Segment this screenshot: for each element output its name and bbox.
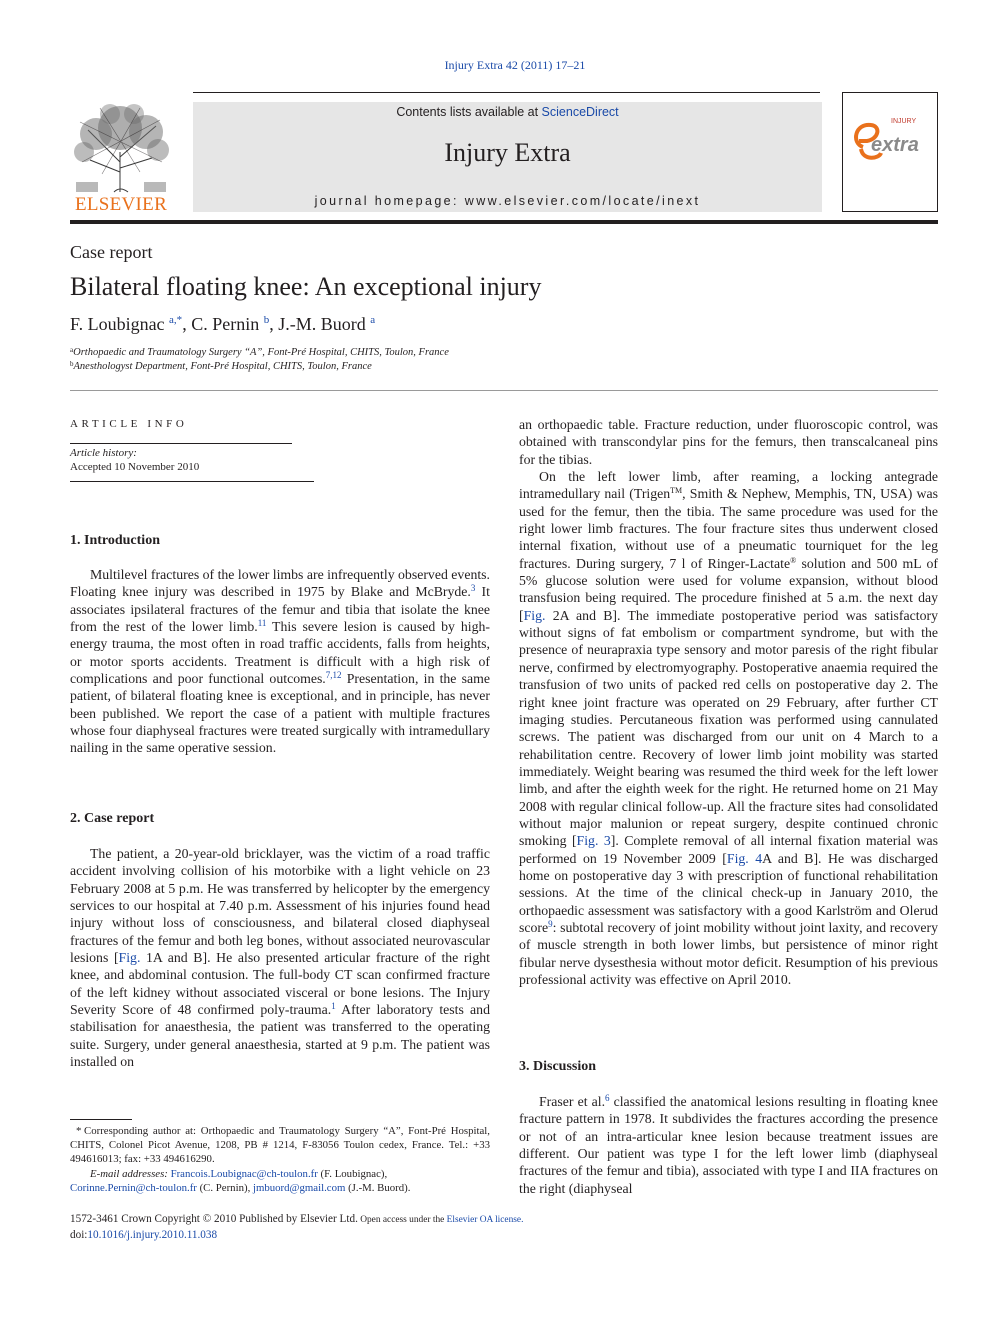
figure-link[interactable]: Fig. 3	[576, 833, 611, 849]
journal-cover-logo	[842, 92, 938, 212]
author-name: F. Loubignac	[70, 314, 165, 334]
journal-masthead	[193, 102, 822, 212]
body-text: It associates ipsilateral fractures of the femur and tibia that isolate the knee from the rest of the lower limb.	[70, 584, 490, 635]
body-text: an orthopaedic table. Fracture reduction, under fluoroscopic control, was obtained with transcondylar pins for the femurs, then transcalcaneal pins for the tibias.	[519, 417, 938, 467]
tree-icon	[70, 102, 172, 194]
article-info-heading: ARTICLE INFO	[70, 418, 188, 430]
right-column-text	[519, 416, 938, 988]
article-title: Bilateral floating knee: An exceptional injury	[70, 272, 542, 301]
affiliation-label: b	[70, 360, 74, 368]
footnote-marker: *	[76, 1125, 82, 1137]
cover-logo-small-text: INJURY	[891, 118, 917, 125]
open-access-text: Open access under the	[357, 1215, 447, 1225]
affiliation-text: Anesthologyst Department, Font-Pré Hospital, CHITS, Toulon, France	[73, 361, 372, 372]
email-link[interactable]: jmbuord@gmail.com	[252, 1181, 346, 1194]
body-text: This severe lesion is caused by high-energy trauma, the most often in road traffic accidents, falls from heights, or motor sports accidents. Treatment is difficult with a high risk of complications and poor functional outcomes.	[70, 619, 490, 687]
email-owner: (F. Loubignac),	[317, 1167, 388, 1180]
contents-line	[193, 105, 822, 119]
body-text: solution and 500 mL of 5% glucose solution were used for volume expansion, without blood transfusion being required. The procedure finished at 5 a.m. the next day [	[519, 555, 938, 623]
journal-homepage[interactable]: journal homepage: www.elsevier.com/locate/inext	[314, 194, 701, 208]
header-rule	[193, 92, 820, 93]
figure-link[interactable]: Fig. 4	[726, 850, 763, 866]
reference-link[interactable]: 6	[605, 1093, 610, 1103]
author-name: J.-M. Buord	[278, 314, 366, 334]
body-text: Fraser et al.	[539, 1094, 606, 1109]
trademark-symbol: TM	[670, 486, 683, 496]
article-info-rule	[70, 443, 292, 444]
author-name: C. Pernin	[191, 314, 260, 334]
email-owner: (J.-M. Buord).	[345, 1181, 411, 1194]
article-info-rule	[70, 481, 314, 482]
page-footer	[70, 1212, 523, 1243]
affiliation-text: Orthopaedic and Traumatology Surgery “A”, Font-Pré Hospital, CHITS, Toulon, France	[73, 347, 449, 358]
accepted-date: Accepted 10 November 2010	[70, 461, 200, 473]
figure-link[interactable]: Fig.	[118, 950, 141, 966]
email-owner: (C. Pernin),	[196, 1181, 253, 1194]
email-link[interactable]: Corinne.Pernin@ch-toulon.fr	[70, 1181, 197, 1194]
section-heading-introduction: 1. Introduction	[70, 533, 160, 548]
reference-link[interactable]: 1	[331, 1001, 336, 1012]
sciencedirect-link[interactable]: ScienceDirect	[541, 105, 619, 119]
doi-link[interactable]: 10.1016/j.injury.2010.11.038	[87, 1229, 218, 1241]
doi-label: doi:	[70, 1229, 88, 1241]
registered-symbol: ®	[790, 555, 797, 565]
license-link[interactable]: Elsevier OA license.	[446, 1215, 524, 1225]
affiliation-b	[70, 360, 372, 372]
reference-link[interactable]: 9	[548, 918, 553, 929]
body-text: A and B]. He was discharged home on postoperative day 3 with prescription of functional rehabilitation sessions. At the time of the clinical check-up in January 2010, the orthopaedic assessment was satisfactory with a good Karlström and Olerud score	[519, 850, 939, 935]
copyright-text: 1572-3461 Crown Copyright © 2010 Published by Elsevier Ltd.	[70, 1213, 358, 1225]
masthead-thick-rule	[70, 220, 938, 224]
injury-extra-logo-icon	[849, 113, 931, 173]
body-text: The patient, a 20-year-old bricklayer, was the victim of a road traffic accident involving collision of his motorbike with a light vehicle on 23 February 2008 at 5 p.m. He was transferred by helicopter by the emergency services to our hospital at 7.40 p.m. Assessment of his injuries found head injury without loss of consciousness, and bilateral closed diaphyseal fractures of the femur and both leg bones, without associated neurovascular lesions [	[70, 846, 490, 966]
contents-prefix: Contents lists available at	[396, 105, 542, 119]
figure-link[interactable]: Fig.	[523, 607, 546, 623]
body-text: 1A and B]. He also presented articular fracture of the right knee, and abdominal contusion. The full-body CT scan confirmed fracture of the left kidney without associated visceral or bone lesions. The Injury Severity Score of 48 confirmed poly-trauma.	[70, 950, 490, 1018]
affiliation-a	[70, 346, 449, 358]
article-type: Case report	[70, 242, 153, 262]
author-affiliation-link[interactable]: a,*	[169, 314, 183, 326]
cover-logo-text: extra	[871, 134, 919, 156]
section-heading-discussion: 3. Discussion	[519, 1059, 597, 1074]
email-label: E-mail addresses:	[90, 1167, 168, 1180]
discussion-text	[519, 1093, 938, 1197]
author-separator: ,	[182, 314, 192, 334]
reference-link[interactable]: 7,12	[325, 670, 342, 681]
journal-title: Injury Extra	[444, 138, 571, 167]
reference-link[interactable]: 11	[257, 618, 267, 629]
body-text: , Smith & Nephew, Memphis, TN, USA) was used for the femur, then the tibia. The same procedure was used for the right lower limb fractures. The four fracture sites thus underwent closed internal fixation, without use of a pneumatic tourniquet for the leg fractures. During surgery, 7 l of Ringer-Lactate	[519, 486, 938, 571]
body-text: Multilevel fractures of the lower limbs are infrequently observed events. Floating knee injury was described in 1975 by Blake and McBryde.	[70, 567, 490, 600]
elsevier-wordmark: ELSEVIER	[74, 194, 168, 215]
section-heading-case-report: 2. Case report	[70, 811, 155, 826]
email-link[interactable]: Francois.Loubignac@ch-toulon.fr	[170, 1167, 318, 1180]
footnote-rule	[70, 1119, 132, 1120]
body-text: : subtotal recovery of joint mobility without joint laxity, and recovery of muscle strength in both lower limbs, but persistence of minor right fibular nerve dysesthesia without motor deficit. Resumption of his previous professional activity was effective on April 2010.	[519, 919, 938, 987]
body-text: Presentation, in the same patient, of bilateral floating knee is exceptional, and in principle, has never been published. We report the case of a patient with multiple fractures whose four diaphyseal fractures were treated surgically with intramedullary nailing in the same operative session.	[70, 671, 490, 756]
body-text: classified the anatomical lesions resulting in floating knee fracture pattern in 1978. It subdivides the fractures according the presence or not of an intra-articular knee lesion because treatment issues are different. Our patient was type I for the left lower limb (diaphyseal fractures of the femur and tibia), associated with type I and IIA fractures on the right (diaphyseal	[519, 1094, 938, 1196]
author-affiliation-link[interactable]: b	[263, 314, 270, 326]
reference-link[interactable]: 3	[470, 583, 476, 594]
journal-citation[interactable]: Injury Extra 42 (2011) 17–21	[444, 58, 586, 72]
case-report-text	[70, 845, 490, 1070]
title-divider	[70, 390, 938, 391]
body-text: On the left lower limb, after reaming, a locking antegrade intramedullary nail (Trigen	[519, 469, 938, 502]
author-affiliation-link[interactable]: a	[370, 314, 376, 326]
footnote-text: Corresponding author at: Orthopaedic and Traumatology Surgery “A”, Font-Pré Hospital, CHITS, Colonel Picot Avenue, 1208, PB # 1214, F-83056 Toulon cedex, France. Tel.: +33 494616013; fax: +33 494616290.	[70, 1125, 490, 1166]
author-separator: ,	[269, 314, 279, 334]
author-list	[70, 314, 375, 335]
corresponding-author-footnote	[70, 1124, 490, 1195]
affiliation-label: a	[70, 346, 74, 354]
article-history-label: Article history:	[70, 447, 137, 459]
body-text: ]. Complete removal of all internal fixation material was performed on 19 November 2009 [	[519, 833, 938, 866]
introduction-text	[70, 566, 490, 757]
body-text: After laboratory tests and stabilisation for anaesthesia, the patient was transferred to the operating suite. Surgery, under general anaesthesia, started at 9 p.m. The patient was installed on	[70, 1002, 490, 1070]
body-text: 2A and B]. The immediate postoperative period was satisfactory without signs of fat embolism or compartment syndrome, but with the presence of neurapraxia type sensory and motor paresis of the right fibular nerve, confirmed by electromyography. Postoperative anaemia required the transfusion of two units of packed red cells on postoperative day 2. The right knee joint fracture was operated on 29 February, after further CT imaging studies. Percutaneous fixation was performed using cannulated screws. The patient was discharged from our unit on 4 March to a rehabilitation centre. Recovery of lower limb joint mobility was started immediately. Weight bearing was resumed the third week for the left lower limb, and after the eighth week for the right. He returned home on 21 May 2008 with regular clinical follow-up. All the fracture sites had consolidated without major malunion or repeat surgery, despite continued chronic smoking [	[519, 607, 938, 849]
